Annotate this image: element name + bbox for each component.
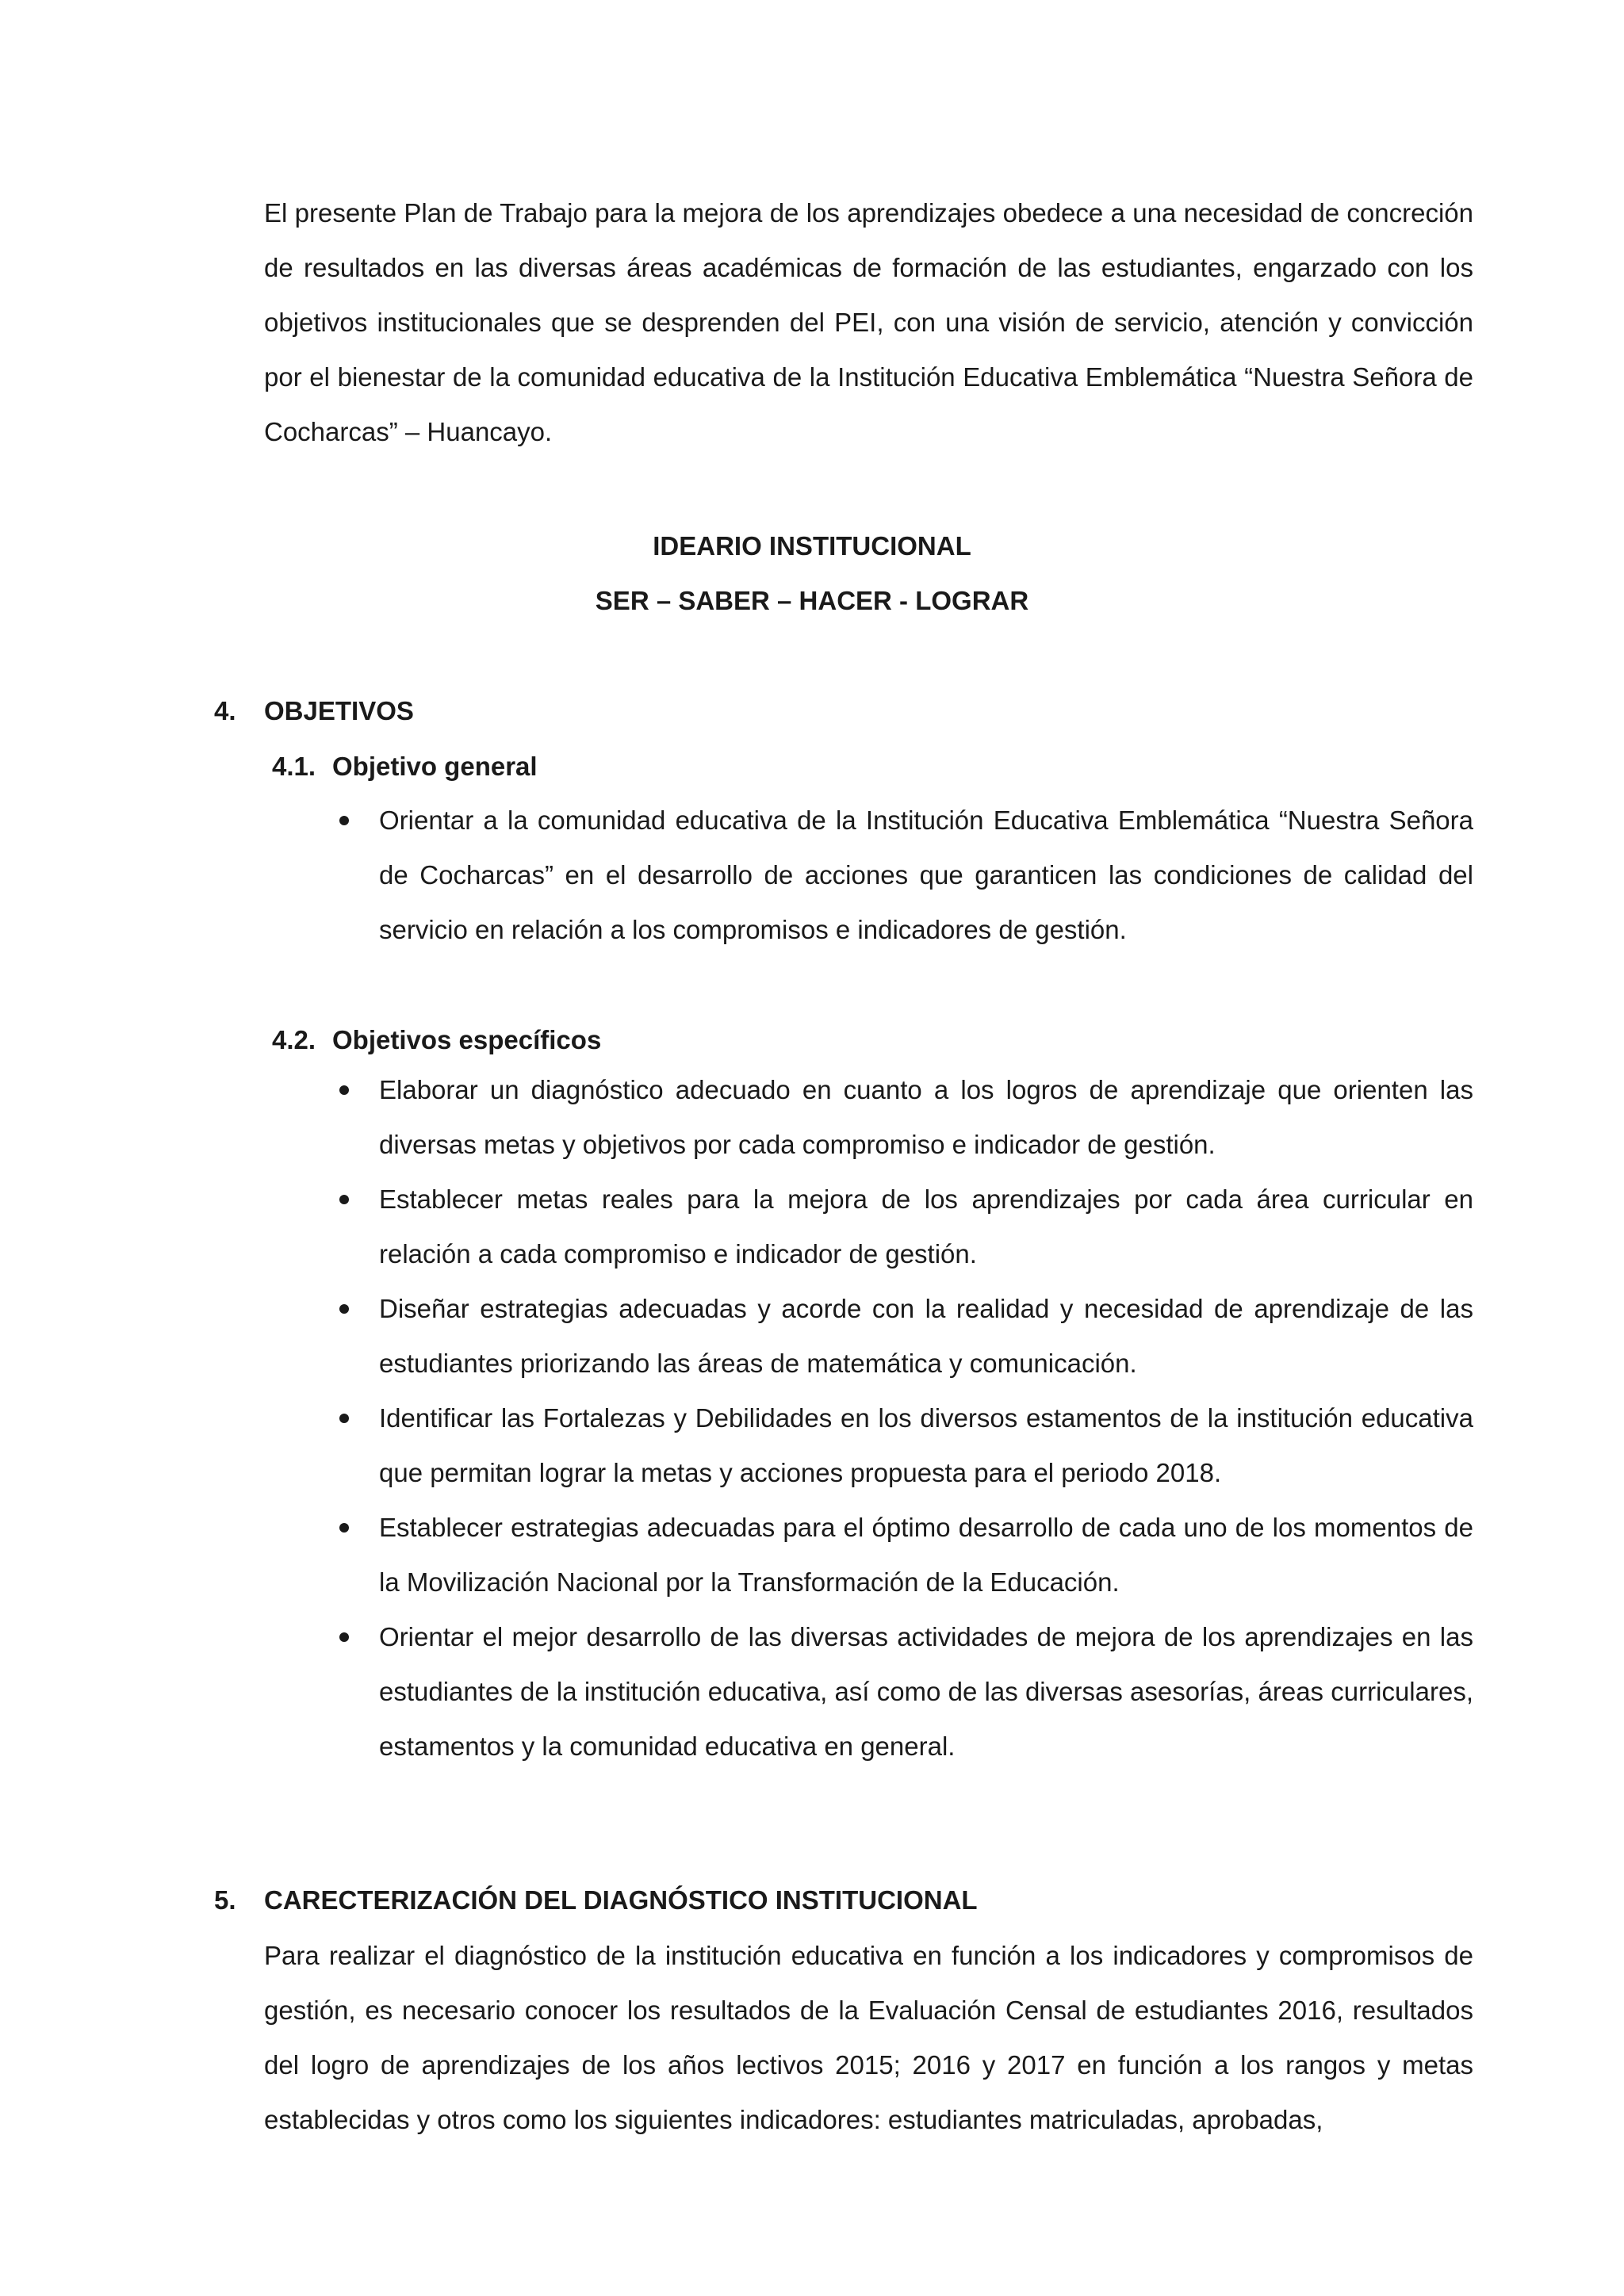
section-4-2-title: Objetivos específicos <box>332 1025 602 1054</box>
ideario-motto: SER – SABER – HACER - LOGRAR <box>595 586 1029 615</box>
list-item <box>379 1609 1473 1774</box>
list-item <box>379 1062 1473 1172</box>
bullet-icon <box>339 1085 349 1095</box>
section-4-title: OBJETIVOS <box>264 696 414 725</box>
section-4-heading <box>214 683 414 738</box>
section-4-1-title: Objetivo general <box>332 752 538 781</box>
section-4-1-number: 4.1. <box>272 752 316 781</box>
objective-text: Identificar las Fortalezas y Debilidades en los diversos estamentos de la institución educativa que permitan lograr la metas y acciones propuesta para el periodo 2018. <box>379 1403 1473 1487</box>
bullet-icon <box>339 1304 349 1314</box>
section-4-1-heading <box>272 739 538 794</box>
specific-objectives-list <box>379 1062 1473 1774</box>
objective-text: Diseñar estrategias adecuadas y acorde con la realidad y necesidad de aprendizaje de las estudiantes priorizando las áreas de matemática y comunicación. <box>379 1294 1473 1378</box>
intro-paragraph: El presente Plan de Trabajo para la mejora de los aprendizajes obedece a una necesidad de concreción de resultados en las diversas áreas académicas de formación de las estudiantes, engarzado con los objetivos institucionales que se desprenden del PEI, con una visión de servicio, atención y convicción por el bienestar de la comunidad educativa de la Institución Educativa Emblemática “Nuestra Señora de Cocharcas” – Huancayo. <box>264 198 1473 446</box>
section-4-2-number: 4.2. <box>272 1025 316 1054</box>
list-item <box>379 1391 1473 1500</box>
section-5-paragraph: Para realizar el diagnóstico de la institución educativa en función a los indicadores y compromisos de gestión, es necesario conocer los resultados de la Evaluación Censal de estudiantes 2016, resultados del logro de aprendizajes de los años lectivos 2015; 2016 y 2017 en función a los rangos y metas establecidas y otros como los siguientes indicadores: estudiantes matriculadas, aprobadas, <box>264 1941 1473 2134</box>
list-item <box>379 1500 1473 1609</box>
objective-text: Establecer estrategias adecuadas para el óptimo desarrollo de cada uno de los momentos de la Movilización Nacional por la Transformación de la Educación. <box>379 1513 1473 1597</box>
section-5-number: 5. <box>214 1885 236 1915</box>
objective-text: Orientar el mejor desarrollo de las diversas actividades de mejora de los aprendizajes en las estudiantes de la institución educativa, así como de las diversas asesorías, áreas curriculares, estamentos y la comunidad educativa en general. <box>379 1622 1473 1761</box>
section-4-2-heading <box>272 1012 601 1067</box>
ideario-title: IDEARIO INSTITUCIONAL <box>653 531 971 561</box>
bullet-icon <box>339 1195 349 1204</box>
section-5-heading <box>214 1873 978 1927</box>
section-5-title: CARECTERIZACIÓN DEL DIAGNÓSTICO INSTITUCIONAL <box>264 1885 978 1915</box>
bullet-icon <box>339 1523 349 1533</box>
list-item <box>379 1281 1473 1391</box>
objective-text: Elaborar un diagnóstico adecuado en cuanto a los logros de aprendizaje que orienten las diversas metas y objetivos por cada compromiso e indicador de gestión. <box>379 1075 1473 1159</box>
section-4-number: 4. <box>214 696 236 725</box>
bullet-icon <box>339 816 349 825</box>
bullet-icon <box>339 1632 349 1642</box>
bullet-icon <box>339 1414 349 1423</box>
objective-text: Orientar a la comunidad educativa de la Institución Educativa Emblemática “Nuestra Señora de Cocharcas” en el desarrollo de acciones que garanticen las condiciones de calidad del servicio en relación a los compromisos e indicadores de gestión. <box>379 806 1473 944</box>
objective-text: Establecer metas reales para la mejora de los aprendizajes por cada área curricular en relación a cada compromiso e indicador de gestión. <box>379 1184 1473 1269</box>
list-item <box>379 793 1473 957</box>
general-objectives-list <box>379 793 1473 957</box>
list-item <box>379 1172 1473 1281</box>
